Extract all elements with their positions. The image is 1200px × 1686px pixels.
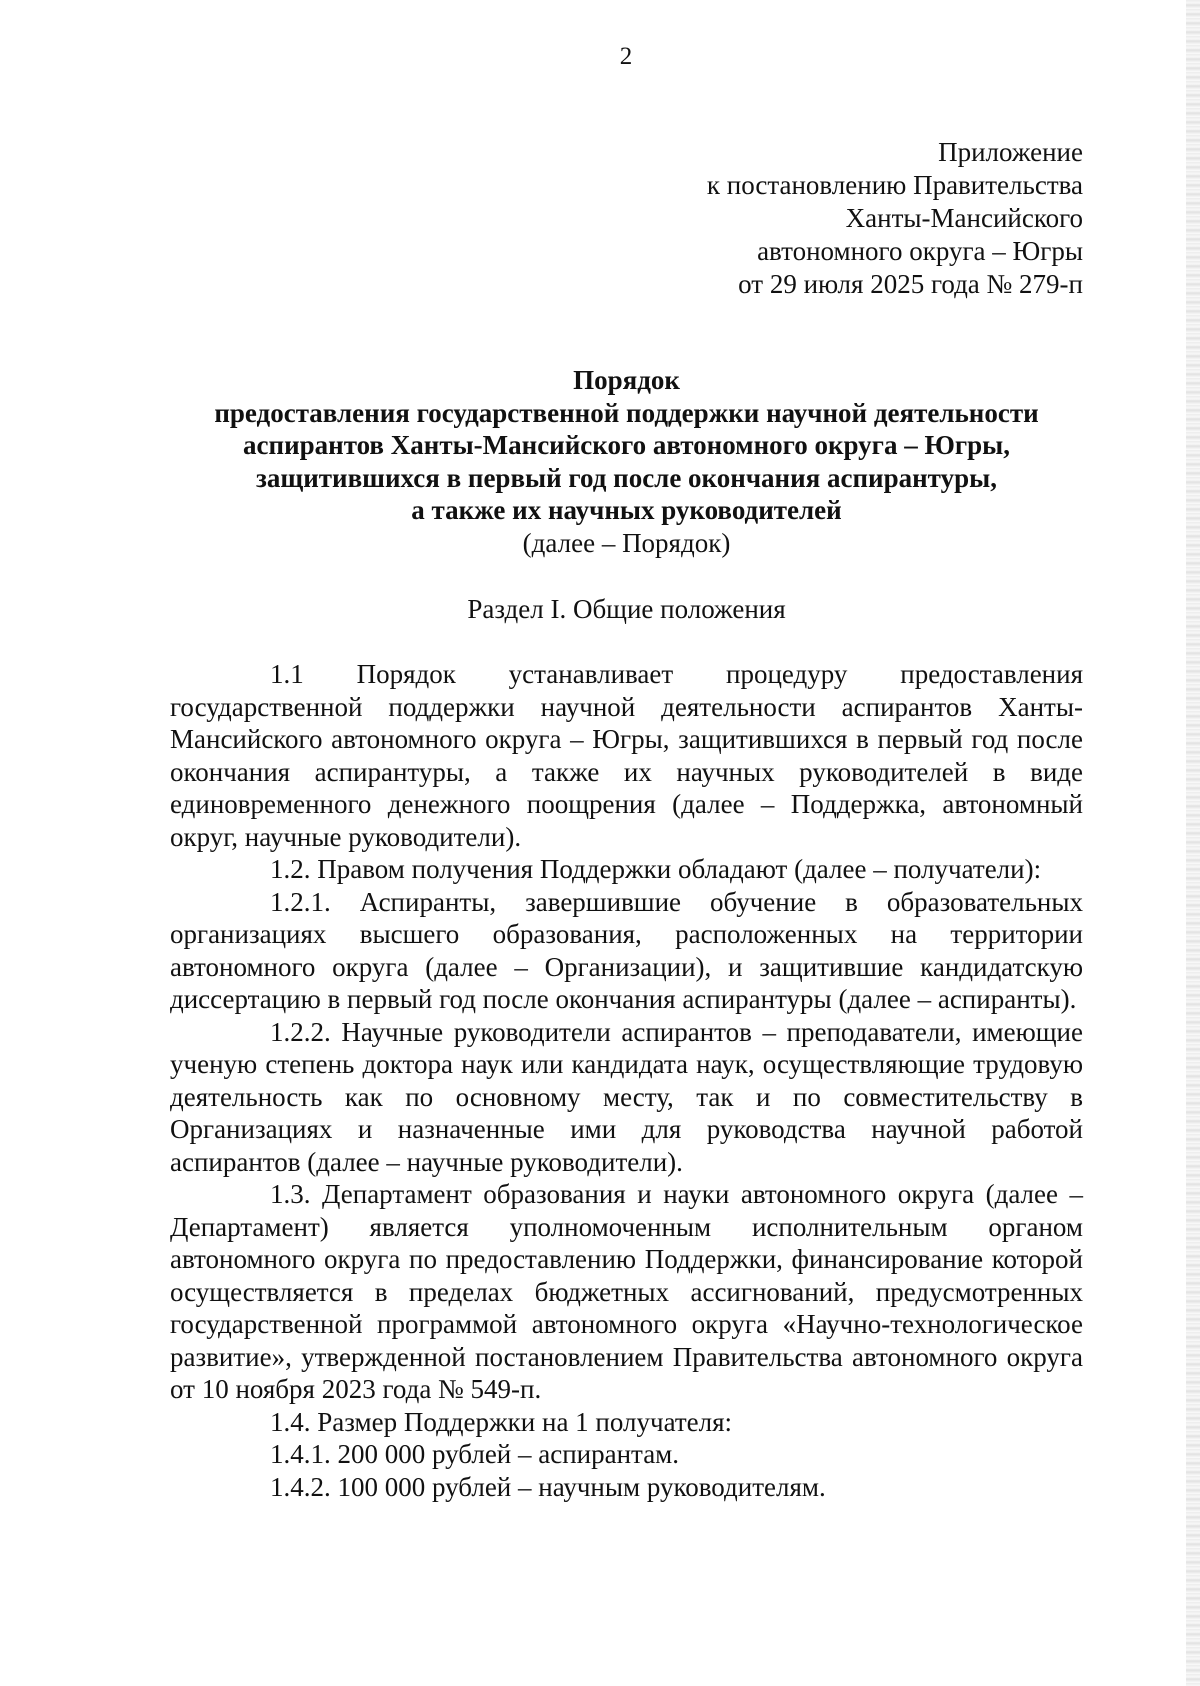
title-line: Порядок	[573, 365, 680, 395]
paragraph: 1.4. Размер Поддержки на 1 получателя:	[270, 1406, 733, 1437]
title-line: защитившихся в первый год после окончания аспирантуры,	[256, 462, 997, 493]
paragraph: 1.3. Департамент образования и науки автономного округа (далее – Департамент) является уполномоченным исполнительным органом автономного округа по предоставлению Поддержки, финансирование которой осуществляется в пределах бюджетных ассигнований, предусмотренных государственной программой автономного округа «Научно-технологическое развитие», утвержденной постановлением Правительства автономного округа от 10 ноября 2023 года № 549-п.	[170, 1179, 1083, 1404]
body-text	[170, 658, 1083, 1503]
appendix-line: автономного округа – Югры	[757, 236, 1083, 266]
document-title	[170, 364, 1083, 559]
paragraph: 1.4.1. 200 000 рублей – аспирантам.	[270, 1439, 680, 1469]
paragraph: 1.2. Правом получения Поддержки обладают (далее – получатели):	[270, 854, 1042, 884]
paragraph: 1.4.2. 100 000 рублей – научным руководителям.	[270, 1471, 826, 1502]
appendix-line: к постановлению Правительства	[706, 170, 1083, 200]
paragraph: 1.1 Порядок устанавливает процедуру предоставления государственной поддержки научной деятельности аспирантов Ханты-Мансийского автономного округа – Югры, защитившихся в первый год после окончания аспирантуры, а также их научных руководителей в виде единовременного денежного поощрения (далее – Поддержка, автономный округ, научные руководители).	[170, 659, 1083, 852]
title-line: предоставления государственной поддержки научной деятельности	[214, 397, 1039, 428]
appendix-line: от 29 июля 2025 года № 279-п	[738, 269, 1083, 299]
title-line: аспирантов Ханты-Мансийского автономного округа – Югры,	[243, 430, 1010, 460]
appendix-line: Ханты-Мансийского	[845, 203, 1083, 233]
page-number: 2	[619, 43, 633, 70]
title-subtitle: (далее – Порядок)	[522, 527, 731, 558]
paragraph: 1.2.1. Аспиранты, завершившие обучение в образовательных организациях высшего образования, расположенных на территории автономного округа (далее – Организации), и защитившие кандидатскую диссертацию в первый год после окончания аспирантуры (далее – аспиранты).	[170, 886, 1083, 1014]
paragraph: 1.2.2. Научные руководители аспирантов – преподаватели, имеющие ученую степень доктора наук или кандидата наук, осуществляющие трудовую деятельность как по основному месту, так и по совместительству в Организациях и назначенные ими для руководства научной работой аспирантов (далее – научные руководители).	[170, 1016, 1083, 1177]
appendix-block	[523, 136, 1083, 301]
title-line: а также их научных руководителей	[411, 495, 842, 525]
appendix-line: Приложение	[938, 137, 1083, 167]
section-heading: Раздел I. Общие положения	[467, 594, 786, 624]
scan-edge	[1186, 0, 1200, 1686]
